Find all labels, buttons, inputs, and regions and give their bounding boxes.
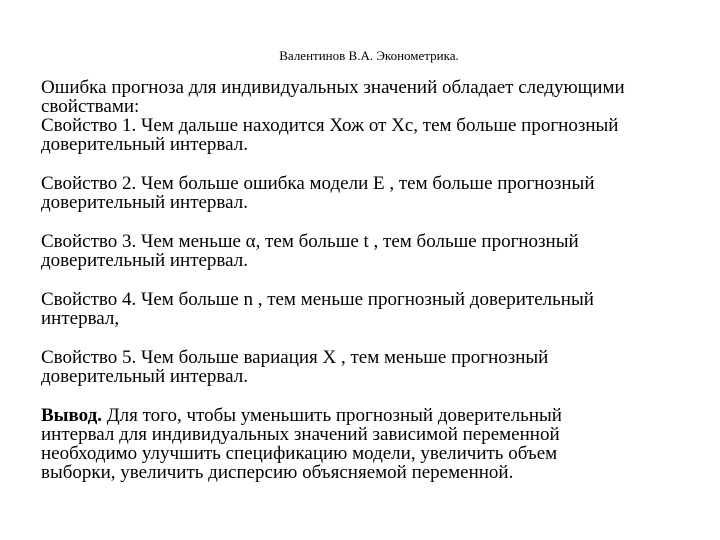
property-2-line-1: Свойство 2. Чем больше ошибка модели Е , тем больше прогнозный	[41, 173, 595, 194]
property-1-line-1: Свойство 1. Чем дальше находится Хож от Хс, тем больше прогнозный	[41, 115, 619, 136]
intro-line-2: свойствами:	[41, 96, 140, 117]
property-5-line-1: Свойство 5. Чем больше вариация Х , тем меньше прогнозный	[41, 347, 549, 368]
spacer	[41, 212, 691, 232]
conclusion-line-4: выборки, увеличить дисперсию объясняемой переменной.	[41, 462, 514, 483]
property-5-line-2: доверительный интервал.	[41, 366, 248, 387]
conclusion-label: Вывод.	[41, 405, 102, 426]
intro-paragraph	[41, 78, 691, 116]
property-2	[41, 174, 691, 212]
property-1	[41, 116, 691, 154]
header-title: Валентинов В.А. Эконометрика.	[279, 48, 459, 63]
conclusion-line-3: необходимо улучшить спецификацию модели, увеличить объем	[41, 443, 558, 464]
conclusion-line-1	[41, 406, 691, 425]
property-3-line-2: доверительный интервал.	[41, 250, 248, 271]
property-4-line-1: Свойство 4. Чем больше n , тем меньше прогнозный доверительный	[41, 289, 594, 310]
slide-content	[41, 78, 691, 482]
spacer	[41, 328, 691, 348]
spacer	[41, 386, 691, 406]
property-3	[41, 232, 691, 270]
conclusion-line-2: интервал для индивидуальных значений зависимой переменной	[41, 424, 560, 445]
property-2-line-2: доверительный интервал.	[41, 192, 248, 213]
spacer	[41, 270, 691, 290]
spacer	[41, 154, 691, 174]
intro-line-1: Ошибка прогноза для индивидуальных значений обладает следующими	[41, 77, 625, 98]
property-5	[41, 348, 691, 386]
conclusion-line-1-text: Для того, чтобы уменьшить прогнозный доверительный	[101, 405, 562, 426]
conclusion-paragraph	[41, 406, 691, 482]
property-1-line-2: доверительный интервал.	[41, 134, 248, 155]
property-4	[41, 290, 691, 328]
property-4-line-2: интервал,	[41, 308, 120, 329]
page-header	[0, 48, 720, 64]
property-3-line-1: Свойство 3. Чем меньше α, тем больше t , тем больше прогнозный	[41, 231, 579, 252]
